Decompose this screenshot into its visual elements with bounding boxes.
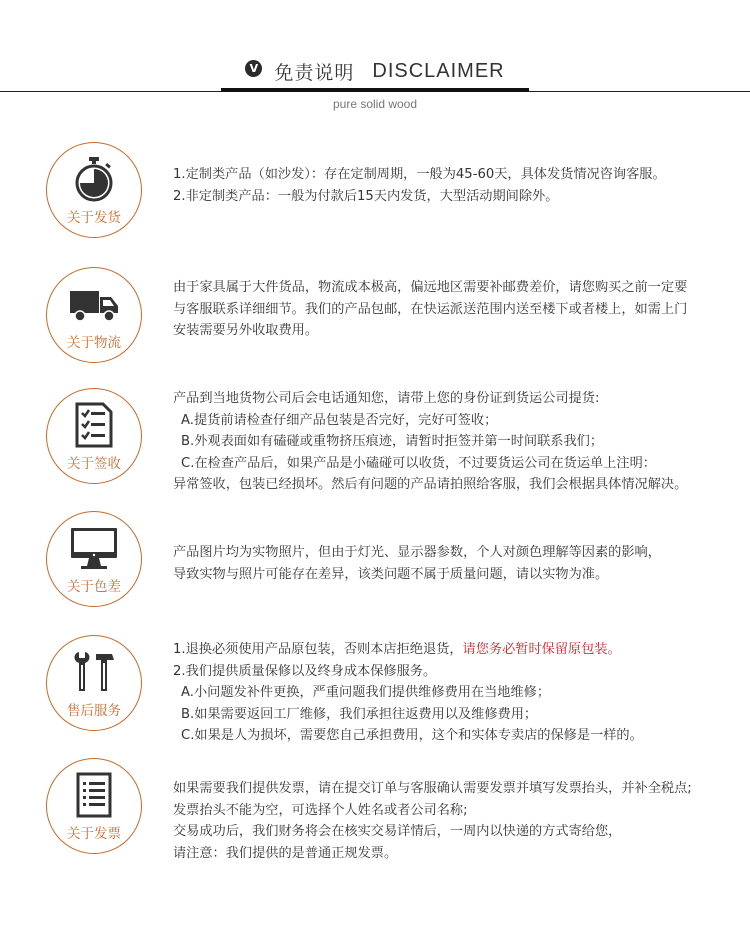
after-sales-badge bbox=[46, 635, 142, 731]
logistics-text bbox=[173, 277, 733, 342]
text-line: 安装需要另外收取费用。 bbox=[173, 323, 319, 338]
keep-packaging-notice: 请您务必暂时保留原包装。 bbox=[462, 642, 621, 657]
color-badge bbox=[46, 511, 142, 607]
color-label: 关于色差 bbox=[67, 579, 121, 595]
monitor-icon bbox=[69, 525, 119, 571]
text-line: 由于家具属于大件货品，物流成本极高，偏远地区需要补邮费差价，请您购买之前一定要 bbox=[173, 280, 688, 295]
receipt-badge bbox=[46, 388, 142, 484]
checklist-icon bbox=[69, 402, 119, 448]
tools-icon bbox=[69, 649, 119, 695]
receipt-text bbox=[173, 388, 733, 496]
text-line: C.在检查产品后，如果产品是小磕碰可以收货，不过要货运公司在货运单上注明： bbox=[181, 455, 656, 471]
text-line: A.提货前请检查仔细产品包装是否完好，完好可签收； bbox=[181, 412, 498, 428]
text-line: 如果需要我们提供发票，请在提交订单与客服确认需要发票并填写发票抬头，并补全税点; bbox=[173, 781, 692, 796]
text-line: 与客服联系详细细节。我们的产品包邮，在快运派送范围内送至楼下或者楼上，如需上门 bbox=[173, 301, 688, 317]
text-line: 发票抬头不能为空，可选择个人姓名或者公司名称; bbox=[173, 802, 468, 818]
title-english: DISCLAIMER bbox=[372, 60, 505, 82]
invoice-label: 关于发票 bbox=[67, 826, 121, 842]
v-badge-icon: V bbox=[245, 60, 262, 77]
text-line: 1.定制类产品（如沙发）：存在定制周期，一般为45-60天，具体发货情况咨询客服。 bbox=[173, 167, 666, 182]
text-line: C.如果是人为损坏，需要您自己承担费用，这个和实体专卖店的保修是一样的。 bbox=[181, 728, 643, 743]
text-line: 请注意：我们提供的是普通正规发票。 bbox=[173, 845, 398, 861]
receipt-label: 关于签收 bbox=[67, 456, 121, 472]
invoice-icon bbox=[69, 772, 119, 818]
text-line: 产品图片均为实物照片，但由于灯光、显示器参数，个人对颜色理解等因素的影响， bbox=[173, 545, 661, 560]
shipping-label: 关于发货 bbox=[67, 210, 121, 226]
logistics-label: 关于物流 bbox=[67, 335, 121, 351]
text-line: 异常签收，包装已经损坏。然后有问题的产品请拍照给客服，我们会根据具体情况解决。 bbox=[173, 477, 688, 492]
color-text bbox=[173, 542, 733, 585]
text-line: 2.我们提供质量保修以及终身成本保修服务。 bbox=[173, 663, 437, 679]
text-line: A.小问题发补件更换，严重问题我们提供维修费用在当地维修； bbox=[181, 685, 551, 700]
text-line bbox=[173, 639, 733, 661]
return-policy-text: 1.退换必须使用产品原包装，否则本店拒绝退货， bbox=[173, 642, 463, 657]
text-line: 产品到当地货物公司后会电话通知您，请带上您的身份证到货运公司提货: bbox=[173, 391, 600, 406]
stopwatch-icon bbox=[69, 156, 119, 202]
truck-icon bbox=[69, 281, 119, 327]
title-chinese: 免责说明 bbox=[274, 62, 355, 84]
invoice-text bbox=[173, 778, 733, 864]
text-line: B.如果需要返回工厂维修，我们承担往返费用以及维修费用； bbox=[181, 706, 538, 722]
disclaimer-header bbox=[0, 0, 750, 120]
text-line: 导致实物与照片可能存在差异，该类问题不属于质量问题，请以实物为准。 bbox=[173, 566, 609, 582]
text-line: 交易成功后，我们财务将会在核实交易详情后，一周内以快递的方式寄给您， bbox=[173, 824, 622, 839]
invoice-badge bbox=[46, 758, 142, 854]
logistics-badge bbox=[46, 267, 142, 363]
shipping-text bbox=[173, 164, 733, 207]
title-row bbox=[0, 58, 750, 88]
subtitle: pure solid wood bbox=[332, 97, 418, 111]
after-sales-text bbox=[173, 639, 733, 747]
header-divider-accent bbox=[221, 88, 529, 92]
text-line: B.外观表面如有磕碰或重物挤压痕迹，请暂时拒签并第一时间联系我们； bbox=[181, 434, 604, 449]
text-line: 2.非定制类产品：一般为付款后15天内发货，大型活动期间除外。 bbox=[173, 188, 559, 204]
after-sales-label: 售后服务 bbox=[67, 703, 121, 719]
shipping-badge bbox=[46, 142, 142, 238]
